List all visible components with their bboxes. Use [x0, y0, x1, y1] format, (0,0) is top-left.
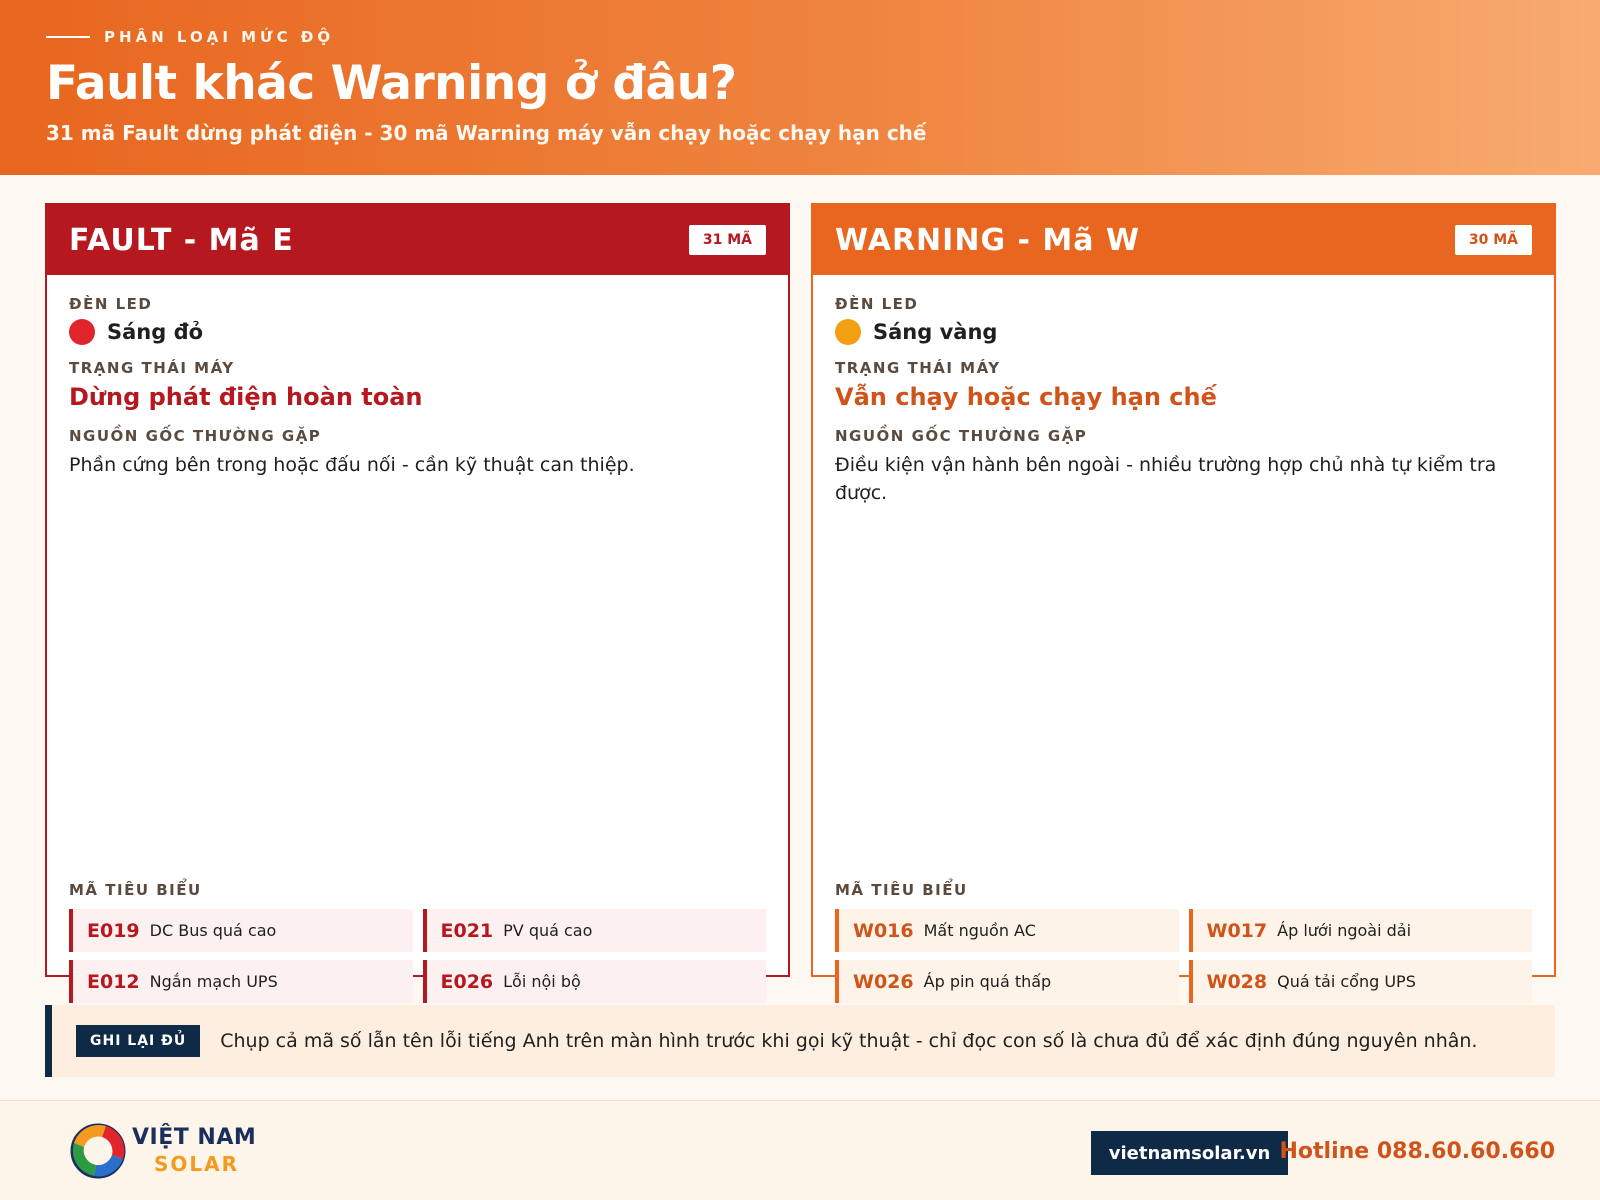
fault-code-name: Ngắn mạch UPS	[149, 972, 278, 991]
note-bar	[45, 1005, 1555, 1077]
fault-code-name: PV quá cao	[503, 921, 593, 940]
warning-code-item	[835, 960, 1179, 1003]
warning-code-name: Áp pin quá thấp	[923, 972, 1052, 991]
solar-logo-icon	[66, 1119, 130, 1183]
website-link[interactable]: vietnamsolar.vn	[1091, 1131, 1288, 1175]
warning-led-row	[835, 319, 1532, 345]
warning-code-id: W026	[853, 970, 914, 993]
fault-code-name: Lỗi nội bộ	[503, 972, 581, 991]
fault-code-id: E012	[87, 970, 140, 993]
warning-codes-grid	[835, 909, 1532, 1003]
fault-code-id: E021	[440, 919, 494, 942]
fault-card-title: FAULT - Mã E	[69, 222, 294, 258]
warning-card-header	[813, 205, 1554, 275]
logo-text	[132, 1125, 256, 1177]
warning-code-item	[1189, 960, 1533, 1003]
warning-led-text: Sáng vàng	[873, 320, 998, 344]
eyebrow-line	[46, 36, 90, 38]
page-title: Fault khác Warning ở đâu?	[46, 56, 737, 111]
warning-code-name: Quá tải cổng UPS	[1277, 972, 1416, 991]
warning-state-label: TRẠNG THÁI MÁY	[835, 359, 1001, 377]
note-badge: GHI LẠI ĐỦ	[76, 1025, 200, 1057]
warning-origin-text: Điều kiện vận hành bên ngoài - nhiều trường hợp chủ nhà tự kiểm tra được.	[835, 454, 1497, 504]
warning-code-item	[835, 909, 1179, 952]
brand-logo[interactable]	[66, 1119, 256, 1183]
warning-count-badge: 30 MÃ	[1455, 225, 1532, 255]
fault-code-item	[69, 960, 413, 1003]
fault-code-item	[423, 909, 767, 952]
fault-card-header	[47, 205, 788, 275]
warning-origin-label: NGUỒN GỐC THƯỜNG GẶP	[835, 427, 1088, 445]
fault-code-id: E019	[87, 919, 140, 942]
warning-led-label: ĐÈN LED	[835, 295, 919, 313]
fault-code-item	[423, 960, 767, 1003]
fault-origin-label: NGUỒN GỐC THƯỜNG GẶP	[69, 427, 322, 445]
warning-codes-block	[835, 881, 1532, 1003]
hotline-link[interactable]: Hotline 088.60.60.660	[1279, 1139, 1555, 1164]
warning-code-id: W016	[853, 919, 914, 942]
note-text: Chụp cả mã số lẫn tên lỗi tiếng Anh trên màn hình trước khi gọi kỹ thuật - chỉ đọc con số là chưa đủ để xác định đúng nguyên nhân.	[220, 1030, 1478, 1052]
warning-code-id: W028	[1206, 970, 1268, 993]
fault-codes-grid	[69, 909, 766, 1003]
fault-origin-text: Phần cứng bên trong hoặc đấu nối - cần kỹ thuật can thiệp.	[69, 454, 635, 476]
eyebrow	[46, 28, 1554, 46]
warning-code-item	[1189, 909, 1533, 952]
warning-state-text: Vẫn chạy hoặc chạy hạn chế	[835, 383, 1217, 411]
warning-codes-label: MÃ TIÊU BIỂU	[835, 881, 968, 899]
eyebrow-text: PHÂN LOẠI MỨC ĐỘ	[104, 28, 335, 46]
fault-state-label: TRẠNG THÁI MÁY	[69, 359, 235, 377]
fault-code-id: E026	[440, 970, 494, 993]
red-led-dot-icon	[69, 319, 95, 345]
fault-count-badge: 31 MÃ	[689, 225, 766, 255]
header-banner	[0, 0, 1600, 175]
yellow-led-dot-icon	[835, 319, 861, 345]
fault-card	[45, 203, 790, 993]
fault-code-name: DC Bus quá cao	[149, 921, 277, 940]
fault-card-body	[47, 275, 788, 993]
footer	[0, 1100, 1600, 1200]
fault-led-text: Sáng đỏ	[107, 320, 204, 344]
fault-led-label: ĐÈN LED	[69, 295, 153, 313]
warning-code-name: Mất nguồn AC	[923, 921, 1036, 940]
logo-line2: SOLAR	[154, 1152, 240, 1176]
warning-card-body	[813, 275, 1554, 993]
warning-code-name: Áp lưới ngoài dải	[1277, 921, 1412, 940]
fault-state-text: Dừng phát điện hoàn toàn	[69, 383, 423, 411]
warning-card	[811, 203, 1556, 993]
page-subtitle: 31 mã Fault dừng phát điện - 30 mã Warning máy vẫn chạy hoặc chạy hạn chế	[46, 121, 927, 145]
warning-card-title: WARNING - Mã W	[835, 222, 1141, 258]
warning-code-id: W017	[1206, 919, 1268, 942]
logo-line1: VIỆT NAM	[132, 1125, 257, 1150]
fault-code-item	[69, 909, 413, 952]
fault-led-row	[69, 319, 766, 345]
fault-codes-label: MÃ TIÊU BIỂU	[69, 881, 202, 899]
fault-codes-block	[69, 881, 766, 1003]
